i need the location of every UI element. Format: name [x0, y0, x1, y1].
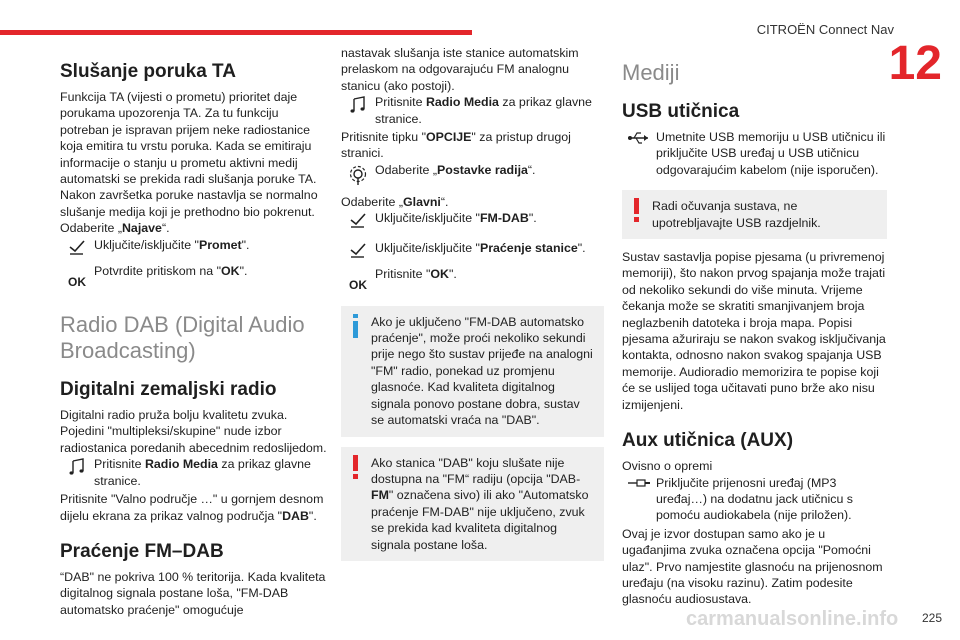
- heading-ta: Slušanje poruka TA: [60, 61, 236, 82]
- heading-usb: USB utičnica: [622, 101, 740, 122]
- heading-fm-dab: Praćenje FM–DAB: [60, 540, 224, 562]
- para-opcije: Pritisnite tipku "OPCIJE" za pristup drugoj stranici.: [341, 130, 571, 161]
- warning-icon: [351, 455, 361, 483]
- checkbox-icon: [341, 210, 375, 228]
- chapter-number: 12: [888, 37, 942, 90]
- usb-icon: [622, 129, 656, 145]
- step-ok-2: OK Pritisnite "OK".: [341, 266, 604, 293]
- warning-icon: [632, 198, 642, 226]
- checkbox-icon: [60, 237, 94, 255]
- step-postavke: Odaberite „Postavke radija“.: [341, 162, 604, 186]
- heading-digital: Digitalni zemaljski radio: [60, 379, 277, 401]
- step-pracenje: Uključite/isključite "Praćenje stanice".: [341, 240, 604, 258]
- para-digital: Digitalni radio pruža bolju kvalitetu zvuka. Pojedini "multipleksi/skupine" nude izbor radiostanica poredanih abecednim redoslijedom.: [60, 408, 327, 455]
- ok-icon: OK: [349, 278, 367, 293]
- step-ok: OK Potvrdite pritiskom na "OK".: [60, 263, 330, 290]
- step-usb: Umetnite USB memoriju u USB utičnicu ili priključite USB uređaj u USB utičnicu odgovarajućim kabelom (nije isporučen).: [622, 129, 887, 178]
- page-number: 225: [921, 611, 942, 625]
- warning-box-usb: Radi očuvanja sustava, ne upotrebljavajte USB razdjelnik.: [622, 190, 887, 239]
- music-note-icon: [341, 94, 375, 114]
- running-header: CITROËN Connect Nav: [756, 22, 894, 37]
- step-fm-dab: Uključite/isključite "FM-DAB".: [341, 210, 604, 228]
- checkbox-icon: [341, 240, 375, 258]
- para-valno: Pritisnite "Valno područje …" u gornjem desnom dijelu ekrana za prikaz valnog područja "DAB".: [60, 492, 324, 523]
- jack-plug-icon: [622, 475, 656, 489]
- top-accent-bar: [0, 30, 472, 35]
- para-glavni: Odaberite „Glavni“.: [341, 194, 449, 209]
- para-ta: Funkcija TA (vijesti o prometu) prioritet daje porukama upozorenja TA. Za tu funkciju potreban je ispravan prijem neke radiostanice koja emitira tu vrstu poruka. Kada se emitiraju informacije o stanju u prometu aktivni medij automatski se prekida radi slušanja poruke TA. Nakon završetka poruke nastavlja se normalno slušanje medija koji je prethodno bio pokrenut.: [60, 90, 318, 219]
- heading-mediji: Mediji: [622, 60, 680, 85]
- info-icon: [351, 314, 361, 342]
- heading-aux: Aux utičnica (AUX): [622, 430, 794, 452]
- heading-dab: Radio DAB (Digital Audio Broadcasting): [60, 312, 305, 364]
- ok-icon: OK: [68, 274, 86, 289]
- para-sustav: Sustav sastavlja popise pjesama (u privremenoj memoriji), što nakon prvog spajanja može trajati od nekoliko sekundi do više minuta. Vrijeme čekanja može se skratiti smanjivanjem broja neglazbenih datoteka i broja mapa. Popisi pjesama ažuriraju se nakon svakog isključivanja kontakta, odnosno nakon svakog spajanja USB memorije. Audioradio memorizira te popise koji će se uslijed toga učitavati puno brže ako nisu izmijenjeni.: [622, 250, 886, 412]
- music-note-icon: [60, 456, 94, 476]
- para-fm-dab: “DAB" ne pokriva 100 % teritorija. Kada kvaliteta digitalnog signala postane loša, "FM-DAB automatsko praćenje" omogućuje: [60, 569, 326, 617]
- para-ovisno: Ovisno o opremi: [622, 459, 713, 474]
- step-aux: Priključite prijenosni uređaj (MP3 uređaj…) na dodatnu jack utičnicu s pomoću audiokabela (nije priložen).: [622, 475, 887, 524]
- watermark: carmanualsonline.info: [686, 608, 899, 630]
- para-aux: Ovaj je izvor dostupan samo ako je u ugađanjima zvuka označena opcija "Pomoćni ulaz". Prvo namjestite glasnoću na prijenosnom uređaju (na visoku razinu). Zatim podesite glasnoću audiosustava.: [622, 526, 883, 607]
- para-continue: nastavak slušanja iste stanice automatskim prelaskom na odgovarajuću FM analognu stanicu (ako postoji).: [341, 46, 579, 93]
- column-2: [341, 45, 604, 561]
- warning-box: Ako stanica "DAB" koju slušate nije dostupna na "FM“ radiju (opcija "DAB-FM" označena sivo) ili ako "Automatsko praćenje FM-DAB" nije uključeno, zvuk se prekida kad kvaliteta digitalnog signala postane loša.: [341, 447, 604, 561]
- radio-settings-icon: [341, 162, 375, 186]
- para-select-najave: Odaberite „Najave“.: [60, 221, 170, 236]
- column-1: [60, 60, 330, 618]
- info-box: Ako je uključeno "FM-DAB automatsko praćenje", može proći nekoliko sekundi prije nego što sustav prijeđe na analogni "FM" radio, ponekad uz promjenu glasnoće. Kad kvaliteta digitalnog signala ponovo postane dobra, sustav se automatski vraća na "DAB".: [341, 306, 604, 437]
- step-radio-media-2: Pritisnite Radio Media za prikaz glavne stranice.: [341, 94, 604, 127]
- column-3: [622, 60, 887, 608]
- step-radio-media: Pritisnite Radio Media za prikaz glavne stranice.: [60, 456, 330, 489]
- step-promet: Uključite/isključite "Promet".: [60, 237, 330, 255]
